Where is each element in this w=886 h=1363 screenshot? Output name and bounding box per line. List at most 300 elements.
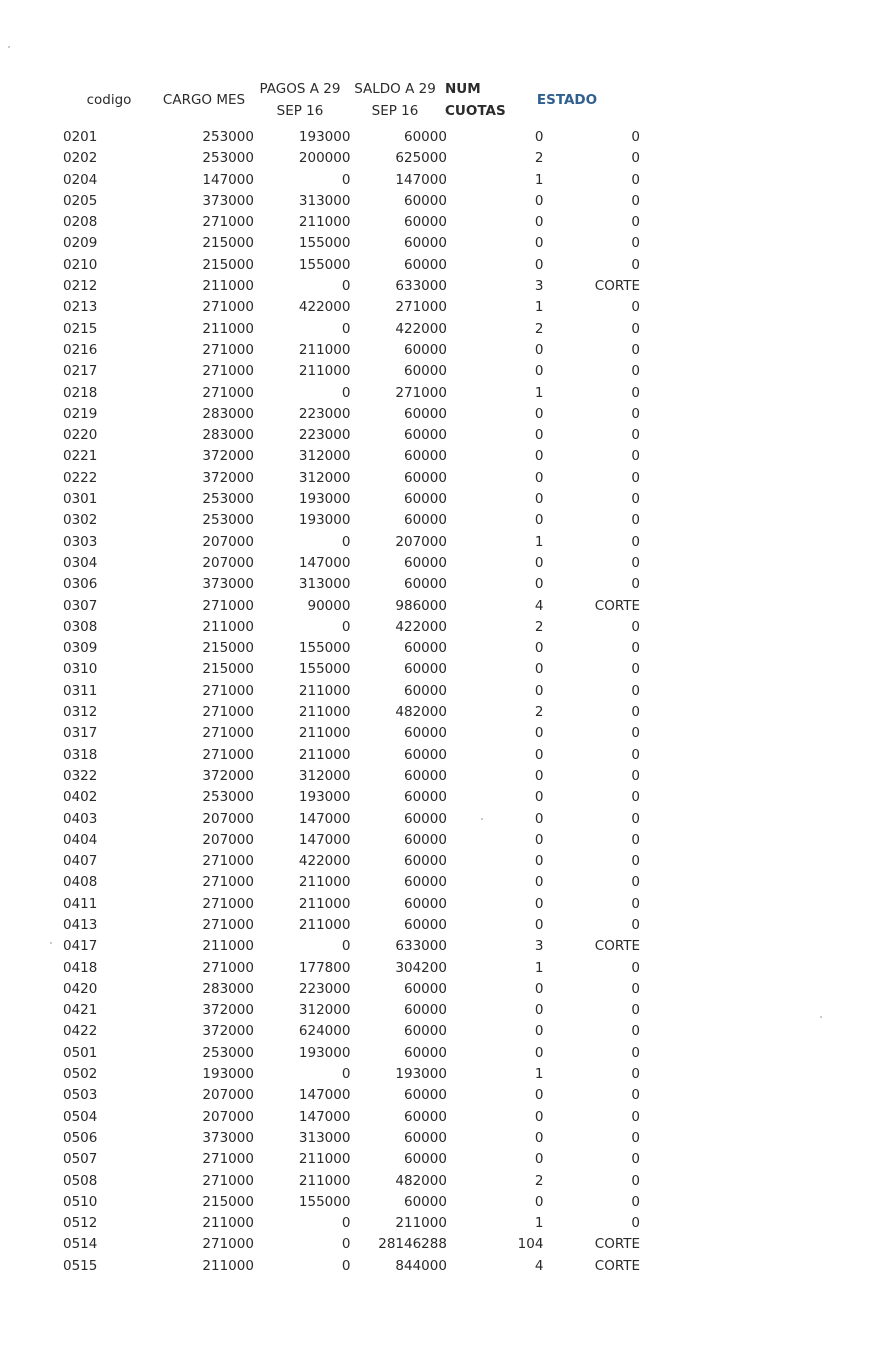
saldo-cell: 60000 xyxy=(404,427,447,444)
pagos-cell: 312000 xyxy=(298,1002,351,1019)
cargo-mes-cell: 207000 xyxy=(202,1087,254,1104)
pagos-cell: 90000 xyxy=(307,597,351,614)
pagos-cell: 155000 xyxy=(298,235,351,252)
estado-cell: 0 xyxy=(631,256,640,273)
estado-cell: 0 xyxy=(631,874,640,891)
num-cuotas-cell: 1 xyxy=(534,959,544,976)
header-codigo: codigo xyxy=(86,92,132,108)
table-row xyxy=(0,170,640,191)
pagos-cell: 313000 xyxy=(298,1129,351,1146)
table-row xyxy=(0,1043,640,1064)
pagos-cell: 211000 xyxy=(298,214,351,231)
estado-cell: 0 xyxy=(631,682,640,699)
codigo-cell: 0302 xyxy=(63,512,98,529)
estado-cell: 0 xyxy=(631,150,640,167)
cargo-mes-cell: 211000 xyxy=(202,1257,254,1274)
saldo-cell: 60000 xyxy=(404,1023,447,1040)
saldo-cell: 60000 xyxy=(404,129,447,145)
codigo-cell: 0202 xyxy=(63,150,98,167)
table-row xyxy=(0,510,640,531)
saldo-cell: 207000 xyxy=(395,533,447,550)
table-row xyxy=(0,319,640,340)
codigo-cell: 0309 xyxy=(63,640,98,657)
num-cuotas-cell: 0 xyxy=(534,427,544,444)
num-cuotas-cell: 3 xyxy=(534,278,544,295)
codigo-cell: 0303 xyxy=(63,533,98,550)
scan-speck xyxy=(8,46,10,48)
saldo-cell: 271000 xyxy=(395,384,447,401)
saldo-cell: 60000 xyxy=(404,214,447,231)
estado-cell: CORTE xyxy=(594,1236,640,1253)
codigo-cell: 0515 xyxy=(63,1257,98,1274)
cargo-mes-cell: 271000 xyxy=(202,916,254,933)
cargo-mes-cell: 211000 xyxy=(202,278,254,295)
pagos-cell: 211000 xyxy=(298,725,351,742)
saldo-cell: 422000 xyxy=(395,320,447,337)
num-cuotas-cell: 0 xyxy=(534,831,544,848)
codigo-cell: 0512 xyxy=(63,1215,98,1232)
estado-cell: 0 xyxy=(631,491,640,508)
pagos-cell: 0 xyxy=(341,278,351,295)
codigo-cell: 0212 xyxy=(63,278,98,295)
estado-cell: 0 xyxy=(631,1108,640,1125)
saldo-cell: 60000 xyxy=(404,640,447,657)
estado-cell: 0 xyxy=(631,789,640,806)
pagos-cell: 0 xyxy=(341,171,351,188)
num-cuotas-cell: 2 xyxy=(534,320,544,337)
estado-cell: 0 xyxy=(631,831,640,848)
estado-cell: CORTE xyxy=(594,278,640,295)
cargo-mes-cell: 253000 xyxy=(202,491,254,508)
num-cuotas-cell: 4 xyxy=(534,597,544,614)
pagos-cell: 211000 xyxy=(298,682,351,699)
pagos-cell: 422000 xyxy=(298,853,351,870)
saldo-cell: 60000 xyxy=(404,576,447,593)
pagos-cell: 0 xyxy=(341,1236,351,1253)
cargo-mes-cell: 373000 xyxy=(202,576,254,593)
num-cuotas-cell: 0 xyxy=(534,491,544,508)
table-row xyxy=(0,1107,640,1128)
table-row xyxy=(0,872,640,893)
cargo-mes-cell: 283000 xyxy=(202,427,254,444)
codigo-cell: 0507 xyxy=(63,1151,98,1168)
num-cuotas-cell: 4 xyxy=(534,1257,544,1274)
pagos-cell: 193000 xyxy=(298,1044,351,1061)
estado-cell: 0 xyxy=(631,1087,640,1104)
codigo-cell: 0308 xyxy=(63,618,98,635)
estado-cell: 0 xyxy=(631,1066,640,1083)
saldo-cell: 304200 xyxy=(395,959,447,976)
table-row xyxy=(0,702,640,723)
pagos-cell: 0 xyxy=(341,384,351,401)
table-row xyxy=(0,638,640,659)
cuotas-table-body xyxy=(0,127,640,1277)
cargo-mes-cell: 147000 xyxy=(202,171,254,188)
codigo-cell: 0222 xyxy=(63,469,98,486)
table-row xyxy=(0,532,640,553)
saldo-cell: 147000 xyxy=(395,171,447,188)
num-cuotas-cell: 0 xyxy=(534,874,544,891)
saldo-cell: 986000 xyxy=(395,597,447,614)
saldo-cell: 60000 xyxy=(404,682,447,699)
table-row xyxy=(0,233,640,254)
pagos-cell: 155000 xyxy=(298,1193,351,1210)
num-cuotas-cell: 1 xyxy=(534,171,544,188)
num-cuotas-cell: 0 xyxy=(534,746,544,763)
pagos-cell: 147000 xyxy=(298,810,351,827)
num-cuotas-cell: 0 xyxy=(534,576,544,593)
pagos-cell: 193000 xyxy=(298,129,351,145)
pagos-cell: 147000 xyxy=(298,831,351,848)
cargo-mes-cell: 207000 xyxy=(202,831,254,848)
pagos-cell: 200000 xyxy=(298,150,351,167)
saldo-cell: 482000 xyxy=(395,704,447,721)
saldo-cell: 60000 xyxy=(404,469,447,486)
cargo-mes-cell: 271000 xyxy=(202,341,254,358)
num-cuotas-cell: 0 xyxy=(534,448,544,465)
table-row xyxy=(0,723,640,744)
header-num-line1: NUM xyxy=(445,81,481,97)
num-cuotas-cell: 0 xyxy=(534,682,544,699)
num-cuotas-cell: 0 xyxy=(534,789,544,806)
table-row xyxy=(0,191,640,212)
table-row xyxy=(0,1085,640,1106)
saldo-cell: 60000 xyxy=(404,725,447,742)
table-row xyxy=(0,1171,640,1192)
table-row xyxy=(0,745,640,766)
cargo-mes-cell: 271000 xyxy=(202,895,254,912)
table-row xyxy=(0,127,640,148)
codigo-cell: 0216 xyxy=(63,341,98,358)
table-row xyxy=(0,979,640,1000)
cargo-mes-cell: 207000 xyxy=(202,1108,254,1125)
pagos-cell: 0 xyxy=(341,1066,351,1083)
cargo-mes-cell: 372000 xyxy=(202,1002,254,1019)
num-cuotas-cell: 1 xyxy=(534,1215,544,1232)
saldo-cell: 60000 xyxy=(404,1193,447,1210)
saldo-cell: 60000 xyxy=(404,661,447,678)
num-cuotas-cell: 0 xyxy=(534,256,544,273)
saldo-cell: 60000 xyxy=(404,1151,447,1168)
codigo-cell: 0213 xyxy=(63,299,98,316)
codigo-cell: 0506 xyxy=(63,1129,98,1146)
table-row xyxy=(0,1021,640,1042)
estado-cell: 0 xyxy=(631,767,640,784)
estado-cell: 0 xyxy=(631,618,640,635)
saldo-cell: 633000 xyxy=(395,938,447,955)
estado-cell: 0 xyxy=(631,1151,640,1168)
scan-speck xyxy=(50,942,52,944)
saldo-cell: 60000 xyxy=(404,1129,447,1146)
estado-cell: 0 xyxy=(631,853,640,870)
num-cuotas-cell: 0 xyxy=(534,214,544,231)
cargo-mes-cell: 253000 xyxy=(202,512,254,529)
estado-cell: 0 xyxy=(631,235,640,252)
pagos-cell: 211000 xyxy=(298,895,351,912)
saldo-cell: 60000 xyxy=(404,853,447,870)
num-cuotas-cell: 2 xyxy=(534,618,544,635)
estado-cell: 0 xyxy=(631,1172,640,1189)
header-saldo-line2: SEP 16 xyxy=(371,103,419,119)
saldo-cell: 60000 xyxy=(404,767,447,784)
saldo-cell: 60000 xyxy=(404,1044,447,1061)
codigo-cell: 0205 xyxy=(63,192,98,209)
codigo-cell: 0403 xyxy=(63,810,98,827)
pagos-cell: 312000 xyxy=(298,469,351,486)
saldo-cell: 193000 xyxy=(395,1066,447,1083)
pagos-cell: 624000 xyxy=(298,1023,351,1040)
pagos-cell: 155000 xyxy=(298,661,351,678)
num-cuotas-cell: 0 xyxy=(534,1087,544,1104)
saldo-cell: 60000 xyxy=(404,1087,447,1104)
table-row xyxy=(0,936,640,957)
cargo-mes-cell: 271000 xyxy=(202,384,254,401)
num-cuotas-cell: 0 xyxy=(534,980,544,997)
codigo-cell: 0322 xyxy=(63,767,98,784)
codigo-cell: 0402 xyxy=(63,789,98,806)
table-row xyxy=(0,1192,640,1213)
codigo-cell: 0204 xyxy=(63,171,98,188)
num-cuotas-cell: 104 xyxy=(517,1236,544,1253)
estado-cell: CORTE xyxy=(594,938,640,955)
pagos-cell: 312000 xyxy=(298,448,351,465)
pagos-cell: 193000 xyxy=(298,789,351,806)
num-cuotas-cell: 0 xyxy=(534,405,544,422)
estado-cell: 0 xyxy=(631,405,640,422)
cargo-mes-cell: 211000 xyxy=(202,1215,254,1232)
saldo-cell: 60000 xyxy=(404,363,447,380)
codigo-cell: 0220 xyxy=(63,427,98,444)
pagos-cell: 223000 xyxy=(298,980,351,997)
saldo-cell: 60000 xyxy=(404,235,447,252)
header-pagos-line2: SEP 16 xyxy=(276,103,324,119)
header-cargo-mes: CARGO MES xyxy=(162,92,246,108)
estado-cell: 0 xyxy=(631,725,640,742)
table-row xyxy=(0,340,640,361)
estado-cell: 0 xyxy=(631,299,640,316)
pagos-cell: 211000 xyxy=(298,916,351,933)
estado-cell: 0 xyxy=(631,810,640,827)
codigo-cell: 0317 xyxy=(63,725,98,742)
table-row xyxy=(0,787,640,808)
num-cuotas-cell: 3 xyxy=(534,938,544,955)
num-cuotas-cell: 0 xyxy=(534,640,544,657)
estado-cell: CORTE xyxy=(594,1257,640,1274)
estado-cell: 0 xyxy=(631,554,640,571)
table-row xyxy=(0,1000,640,1021)
codigo-cell: 0514 xyxy=(63,1236,98,1253)
codigo-cell: 0217 xyxy=(63,363,98,380)
num-cuotas-cell: 1 xyxy=(534,533,544,550)
table-row xyxy=(0,617,640,638)
estado-cell: 0 xyxy=(631,704,640,721)
codigo-cell: 0301 xyxy=(63,491,98,508)
estado-cell: 0 xyxy=(631,746,640,763)
pagos-cell: 312000 xyxy=(298,767,351,784)
pagos-cell: 147000 xyxy=(298,1108,351,1125)
cargo-mes-cell: 207000 xyxy=(202,554,254,571)
codigo-cell: 0209 xyxy=(63,235,98,252)
num-cuotas-cell: 0 xyxy=(534,725,544,742)
estado-cell: 0 xyxy=(631,320,640,337)
codigo-cell: 0420 xyxy=(63,980,98,997)
num-cuotas-cell: 0 xyxy=(534,192,544,209)
table-row xyxy=(0,297,640,318)
saldo-cell: 60000 xyxy=(404,1002,447,1019)
table-row xyxy=(0,255,640,276)
cargo-mes-cell: 271000 xyxy=(202,363,254,380)
pagos-cell: 313000 xyxy=(298,576,351,593)
codigo-cell: 0307 xyxy=(63,597,98,614)
codigo-cell: 0508 xyxy=(63,1172,98,1189)
saldo-cell: 60000 xyxy=(404,746,447,763)
pagos-cell: 223000 xyxy=(298,405,351,422)
codigo-cell: 0221 xyxy=(63,448,98,465)
table-row xyxy=(0,148,640,169)
cargo-mes-cell: 271000 xyxy=(202,597,254,614)
num-cuotas-cell: 0 xyxy=(534,512,544,529)
estado-cell: 0 xyxy=(631,661,640,678)
table-row xyxy=(0,1234,640,1255)
codigo-cell: 0404 xyxy=(63,831,98,848)
saldo-cell: 60000 xyxy=(404,895,447,912)
estado-cell: 0 xyxy=(631,980,640,997)
codigo-cell: 0418 xyxy=(63,959,98,976)
saldo-cell: 60000 xyxy=(404,916,447,933)
table-row xyxy=(0,958,640,979)
cargo-mes-cell: 271000 xyxy=(202,1151,254,1168)
codigo-cell: 0504 xyxy=(63,1108,98,1125)
estado-cell: 0 xyxy=(631,640,640,657)
saldo-cell: 60000 xyxy=(404,554,447,571)
estado-cell: 0 xyxy=(631,363,640,380)
cargo-mes-cell: 215000 xyxy=(202,235,254,252)
pagos-cell: 211000 xyxy=(298,874,351,891)
table-row xyxy=(0,361,640,382)
num-cuotas-cell: 0 xyxy=(534,363,544,380)
cargo-mes-cell: 215000 xyxy=(202,640,254,657)
estado-cell: 0 xyxy=(631,192,640,209)
codigo-cell: 0215 xyxy=(63,320,98,337)
num-cuotas-cell: 2 xyxy=(534,150,544,167)
estado-cell: 0 xyxy=(631,895,640,912)
table-row xyxy=(0,894,640,915)
saldo-cell: 60000 xyxy=(404,491,447,508)
estado-cell: 0 xyxy=(631,129,640,145)
num-cuotas-cell: 0 xyxy=(534,1129,544,1146)
codigo-cell: 0510 xyxy=(63,1193,98,1210)
codigo-cell: 0421 xyxy=(63,1002,98,1019)
estado-cell: 0 xyxy=(631,341,640,358)
header-pagos-line1: PAGOS A 29 xyxy=(259,81,341,97)
codigo-cell: 0201 xyxy=(63,129,98,145)
table-row xyxy=(0,553,640,574)
table-row xyxy=(0,659,640,680)
pagos-cell: 193000 xyxy=(298,512,351,529)
estado-cell: CORTE xyxy=(594,597,640,614)
cargo-mes-cell: 372000 xyxy=(202,469,254,486)
num-cuotas-cell: 0 xyxy=(534,341,544,358)
codigo-cell: 0502 xyxy=(63,1066,98,1083)
codigo-cell: 0318 xyxy=(63,746,98,763)
table-row xyxy=(0,766,640,787)
cargo-mes-cell: 211000 xyxy=(202,938,254,955)
cargo-mes-cell: 271000 xyxy=(202,704,254,721)
table-row xyxy=(0,851,640,872)
estado-cell: 0 xyxy=(631,469,640,486)
num-cuotas-cell: 0 xyxy=(534,235,544,252)
pagos-cell: 0 xyxy=(341,1215,351,1232)
num-cuotas-cell: 1 xyxy=(534,299,544,316)
saldo-cell: 60000 xyxy=(404,192,447,209)
table-row xyxy=(0,276,640,297)
cargo-mes-cell: 372000 xyxy=(202,448,254,465)
pagos-cell: 155000 xyxy=(298,640,351,657)
codigo-cell: 0219 xyxy=(63,405,98,422)
cargo-mes-cell: 215000 xyxy=(202,1193,254,1210)
cargo-mes-cell: 271000 xyxy=(202,746,254,763)
num-cuotas-cell: 0 xyxy=(534,129,544,145)
saldo-cell: 60000 xyxy=(404,831,447,848)
header-num-line2: CUOTAS xyxy=(445,103,506,119)
table-row xyxy=(0,383,640,404)
cargo-mes-cell: 253000 xyxy=(202,789,254,806)
table-row xyxy=(0,468,640,489)
saldo-cell: 60000 xyxy=(404,405,447,422)
estado-cell: 0 xyxy=(631,214,640,231)
pagos-cell: 147000 xyxy=(298,1087,351,1104)
header-estado: ESTADO xyxy=(536,92,598,108)
saldo-cell: 60000 xyxy=(404,1108,447,1125)
pagos-cell: 0 xyxy=(341,1257,351,1274)
cargo-mes-cell: 271000 xyxy=(202,853,254,870)
estado-cell: 0 xyxy=(631,916,640,933)
table-row xyxy=(0,681,640,702)
codigo-cell: 0411 xyxy=(63,895,98,912)
table-row xyxy=(0,1149,640,1170)
cargo-mes-cell: 215000 xyxy=(202,256,254,273)
cargo-mes-cell: 373000 xyxy=(202,1129,254,1146)
estado-cell: 0 xyxy=(631,171,640,188)
estado-cell: 0 xyxy=(631,576,640,593)
pagos-cell: 193000 xyxy=(298,491,351,508)
saldo-cell: 28146288 xyxy=(378,1236,447,1253)
table-row xyxy=(0,1128,640,1149)
table-row xyxy=(0,809,640,830)
num-cuotas-cell: 0 xyxy=(534,1002,544,1019)
estado-cell: 0 xyxy=(631,512,640,529)
cargo-mes-cell: 283000 xyxy=(202,980,254,997)
saldo-cell: 625000 xyxy=(395,150,447,167)
cargo-mes-cell: 211000 xyxy=(202,320,254,337)
cargo-mes-cell: 372000 xyxy=(202,767,254,784)
estado-cell: 0 xyxy=(631,384,640,401)
num-cuotas-cell: 0 xyxy=(534,895,544,912)
codigo-cell: 0312 xyxy=(63,704,98,721)
table-row xyxy=(0,596,640,617)
estado-cell: 0 xyxy=(631,533,640,550)
pagos-cell: 211000 xyxy=(298,1172,351,1189)
num-cuotas-cell: 2 xyxy=(534,704,544,721)
table-row xyxy=(0,489,640,510)
pagos-cell: 147000 xyxy=(298,554,351,571)
cargo-mes-cell: 283000 xyxy=(202,405,254,422)
num-cuotas-cell: 0 xyxy=(534,1044,544,1061)
codigo-cell: 0310 xyxy=(63,661,98,678)
cargo-mes-cell: 207000 xyxy=(202,810,254,827)
estado-cell: 0 xyxy=(631,427,640,444)
pagos-cell: 211000 xyxy=(298,746,351,763)
